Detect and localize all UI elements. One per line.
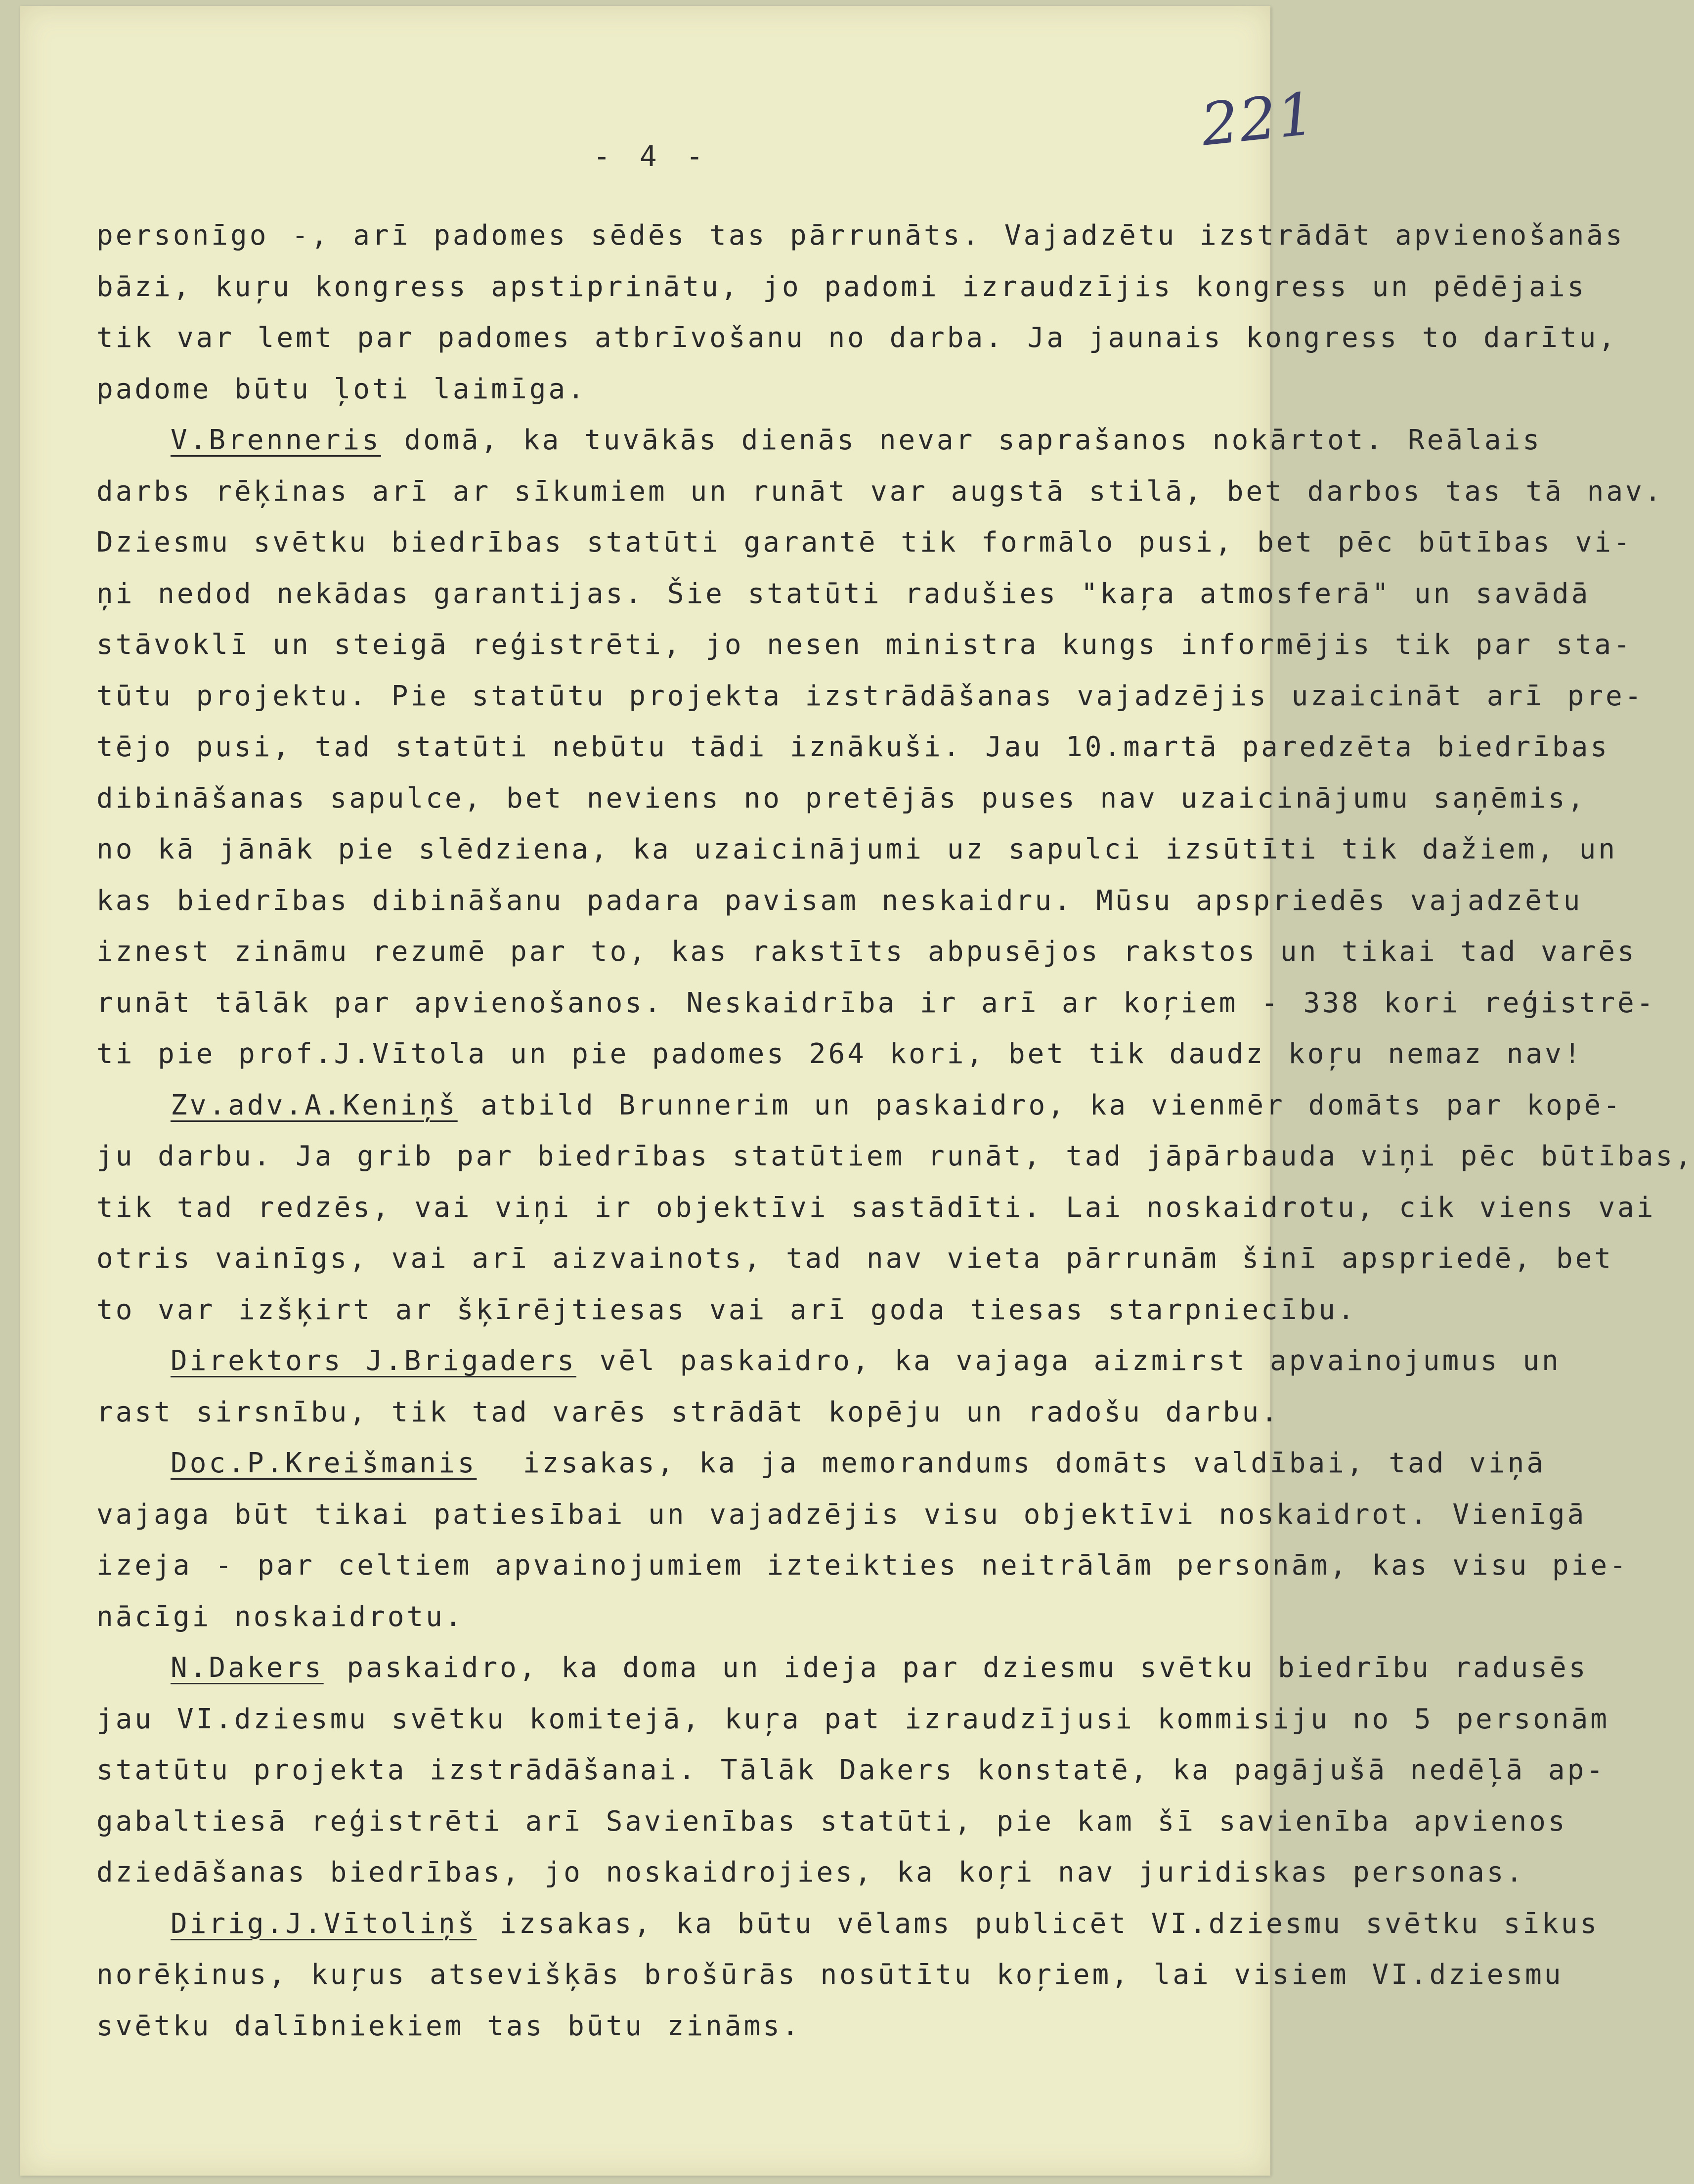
text-line (96, 671, 1644, 722)
text-line (96, 312, 1618, 364)
line-text: dibināšanas sapulce, bet neviens no pretējās puses nav uzaicinājumu saņēmis, (96, 782, 1587, 814)
text-line (96, 364, 1283, 415)
speaker-paragraph-line (96, 1642, 1588, 1694)
line-text: vajaga būt tikai patiesībai un vajadzējis visu objektīvi noskaidrot. Vienīgā (96, 1498, 1587, 1531)
text-line (96, 1182, 1656, 1234)
line-text: rast sirsnību, tik tad varēs strādāt kopēju un radošu darbu. (96, 1396, 1280, 1428)
line-text: ti pie prof.J.Vītola un pie padomes 264 kori, bet tik daudz koŗu nemaz nav! (96, 1038, 1583, 1070)
page-number: - 4 - (593, 139, 709, 173)
speaker-name: V.Brenneris (171, 424, 381, 456)
line-text: ņi nedod nekādas garantijas. Šie statūti radušies "kaŗa atmosferā" un savādā (96, 577, 1591, 610)
speaker-name: Zv.adv.A.Keniņš (171, 1089, 458, 1121)
line-text: otris vainīgs, vai arī aizvainots, tad nav vieta pārrunām šinī apspriedē, bet (96, 1242, 1614, 1275)
text-line (96, 1949, 1564, 2001)
line-text: tūtu projektu. Pie statūtu projekta izstrādāšanas vajadzējis uzaicināt arī pre- (96, 680, 1644, 712)
line-text: kas biedrības dibināšanu padara pavisam neskaidru. Mūsu apspriedēs vajadzētu (96, 884, 1583, 917)
line-text: stāvoklī un steigā reģistrēti, jo nesen ministra kungs informējis tik par sta- (96, 629, 1633, 661)
text-line (96, 568, 1591, 620)
text-line (96, 1591, 1283, 1643)
line-text: iznest zināmu rezumē par to, kas rakstīts abpusējos rakstos un tikai tad varēs (96, 936, 1637, 968)
text-line (96, 722, 1610, 773)
text-line (96, 1387, 1283, 1438)
text-line (96, 773, 1587, 824)
line-text: gabaltiesā reģistrēti arī Savienības statūti, pie kam šī savienība apvienos (96, 1805, 1567, 1838)
text-line (96, 1540, 1629, 1591)
line-text: runāt tālāk par apvienošanos. Neskaidrība ir arī ar koŗiem - 338 kori reģistrē- (96, 986, 1656, 1019)
text-line (96, 1285, 1357, 1336)
text-line (96, 824, 1618, 875)
text-line (96, 978, 1656, 1029)
text-line (96, 2001, 1283, 2052)
speaker-name: Doc.P.Kreišmanis (171, 1447, 477, 1479)
text-line (96, 1694, 1610, 1745)
line-text: norēķinus, kuŗus atsevišķās brošūrās nosūtītu koŗiem, lai visiem VI.dziesmu (96, 1959, 1564, 1991)
text-line (96, 1233, 1614, 1285)
speaker-paragraph-line (96, 415, 1542, 466)
line-text: vēl paskaidro, ka vajaga aizmirst apvainojumus un (576, 1345, 1561, 1377)
line-text: izeja - par celtiem apvainojumiem izteikties neitrālām personām, kas visu pie- (96, 1549, 1629, 1582)
line-text: izsakas, ka ja memorandums domāts valdībai, tad viņā (477, 1447, 1546, 1479)
text-line (96, 1131, 1694, 1182)
text-line (96, 619, 1633, 671)
line-text: jau VI.dziesmu svētku komitejā, kuŗa pat izraudzījusi kommisiju no 5 personām (96, 1703, 1610, 1735)
speaker-name: Dirig.J.Vītoliņš (171, 1907, 477, 1940)
text-line (96, 1489, 1587, 1541)
line-text: domā, ka tuvākās dienās nevar saprašanos nokārtot. Reālais (381, 424, 1542, 456)
text-line (96, 1796, 1567, 1847)
line-text: svētku dalībniekiem tas būtu zināms. (96, 2010, 801, 2042)
line-text: no kā jānāk pie slēdziena, ka uzaicinājumi uz sapulci izsūtīti tik dažiem, un (96, 833, 1618, 865)
line-text: padome būtu ļoti laimīga. (96, 373, 587, 405)
text-line (96, 926, 1637, 978)
text-line (96, 466, 1664, 517)
text-line (96, 210, 1625, 261)
line-text: ju darbu. Ja grib par biedrības statūtiem runāt, tad jāpārbauda viņi pēc būtības, (96, 1140, 1694, 1172)
speaker-paragraph-line (96, 1335, 1561, 1387)
folio-number: 221 (1198, 79, 1319, 159)
line-text: tik tad redzēs, vai viņi ir objektīvi sastādīti. Lai noskaidrotu, cik viens vai (96, 1191, 1656, 1224)
line-text: to var izšķirt ar šķīrējtiesas vai arī goda tiesas starpniecību. (96, 1293, 1357, 1326)
line-text: bāzi, kuŗu kongress apstiprinātu, jo padomi izraudzījis kongress un pēdējais (96, 270, 1587, 303)
line-text: tējo pusi, tad statūti nebūtu tādi iznākuši. Jau 10.martā paredzēta biedrības (96, 731, 1610, 763)
speaker-name: N.Dakers (171, 1652, 324, 1684)
speaker-paragraph-line (96, 1080, 1622, 1131)
speaker-paragraph-line (96, 1898, 1600, 1950)
line-text: paskaidro, ka doma un ideja par dziesmu svētku biedrību radusēs (323, 1652, 1588, 1684)
line-text: statūtu projekta izstrādāšanai. Tālāk Dakers konstatē, ka pagājušā nedēļā ap- (96, 1754, 1606, 1786)
text-line (96, 1847, 1525, 1898)
line-text: dziedāšanas biedrības, jo noskaidrojies, ka koŗi nav juridiskas personas. (96, 1856, 1525, 1888)
text-line (96, 1745, 1606, 1796)
text-line (96, 1028, 1583, 1080)
line-text: atbild Brunnerim un paskaidro, ka vienmēr domāts par kopē- (457, 1089, 1622, 1121)
line-text: Dziesmu svētku biedrības statūti garantē tik formālo pusi, bet pēc būtības vi- (96, 526, 1633, 558)
speaker-name: Direktors J.Brigaders (171, 1345, 577, 1377)
text-line (96, 517, 1633, 568)
line-text: izsakas, ka būtu vēlams publicēt VI.dziesmu svētku sīkus (477, 1907, 1600, 1940)
text-line (96, 875, 1583, 927)
speaker-paragraph-line (96, 1438, 1546, 1489)
line-text: personīgo -, arī padomes sēdēs tas pārrunāts. Vajadzētu izstrādāt apvienošanās (96, 219, 1625, 252)
line-text: tik var lemt par padomes atbrīvošanu no darba. Ja jaunais kongress to darītu, (96, 322, 1618, 354)
text-line (96, 261, 1587, 313)
line-text: nācīgi noskaidrotu. (96, 1600, 464, 1633)
line-text: darbs rēķinas arī ar sīkumiem un runāt var augstā stilā, bet darbos tas tā nav. (96, 475, 1664, 508)
document-body (96, 210, 1694, 2052)
